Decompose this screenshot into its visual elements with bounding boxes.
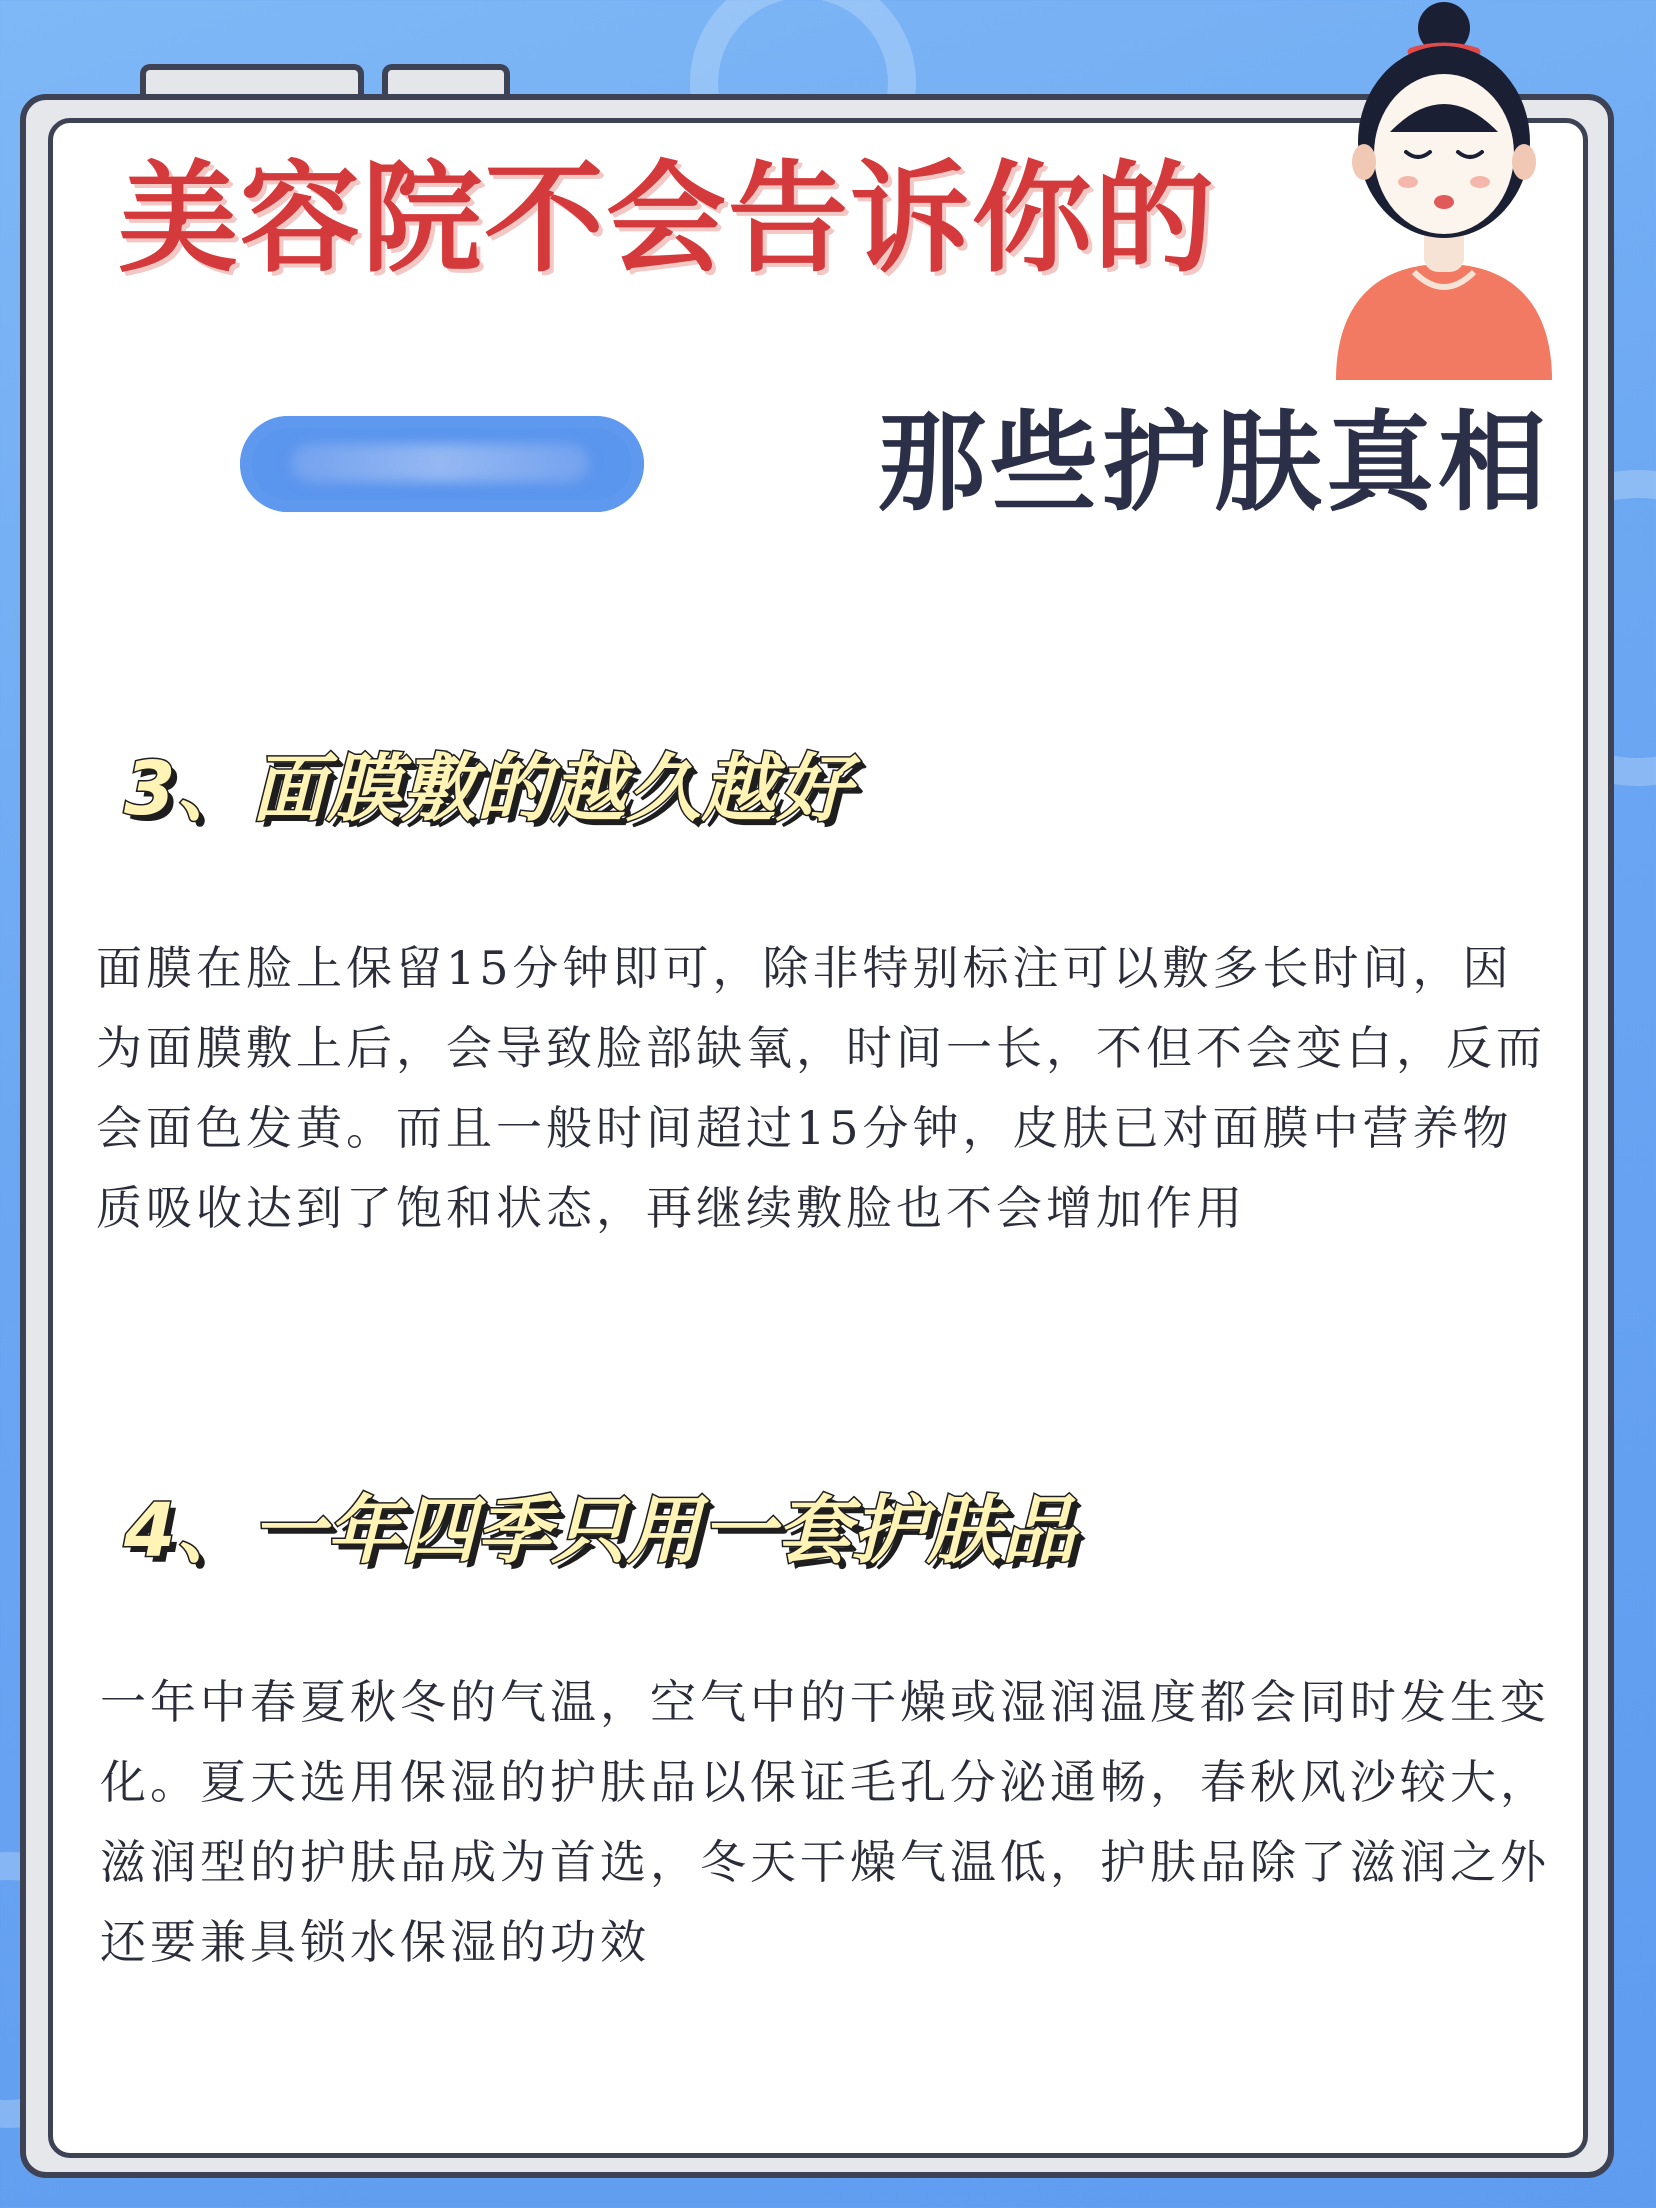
section-body-face-mask: 面膜在脸上保留15分钟即可，除非特别标注可以敷多长时间，因为面膜敷上后，会导致脸部缺氧，时间一长，不但不会变白，反而会面色发黄。而且一般时间超过15分钟，皮肤已对面膜中营养物质吸收达到了饱和状态，再继续敷脸也不会增加作用 (96, 941, 1546, 1235)
section-body-seasonal-skincare: 一年中春夏秋冬的气温，空气中的干燥或湿润温度都会同时发生变化。夏天选用保湿的护肤品以保证毛孔分泌通畅，春秋风沙较大，滋润型的护肤品成为首选，冬天干燥气温低，护肤品除了滋润之外还要兼具锁水保湿的功效 (100, 1675, 1550, 1969)
page-subtitle: 那些护肤真相 (877, 401, 1550, 526)
page-title: 美容院不会告诉你的 (118, 150, 1216, 289)
section-heading-face-mask: 3、面膜敷的越久越好 (124, 746, 852, 832)
section-heading-seasonal-skincare: 4、一年四季只用一套护肤品 (124, 1488, 1077, 1574)
blurred-label-text (290, 444, 590, 482)
face-mask-woman-icon (1328, 2, 1560, 382)
